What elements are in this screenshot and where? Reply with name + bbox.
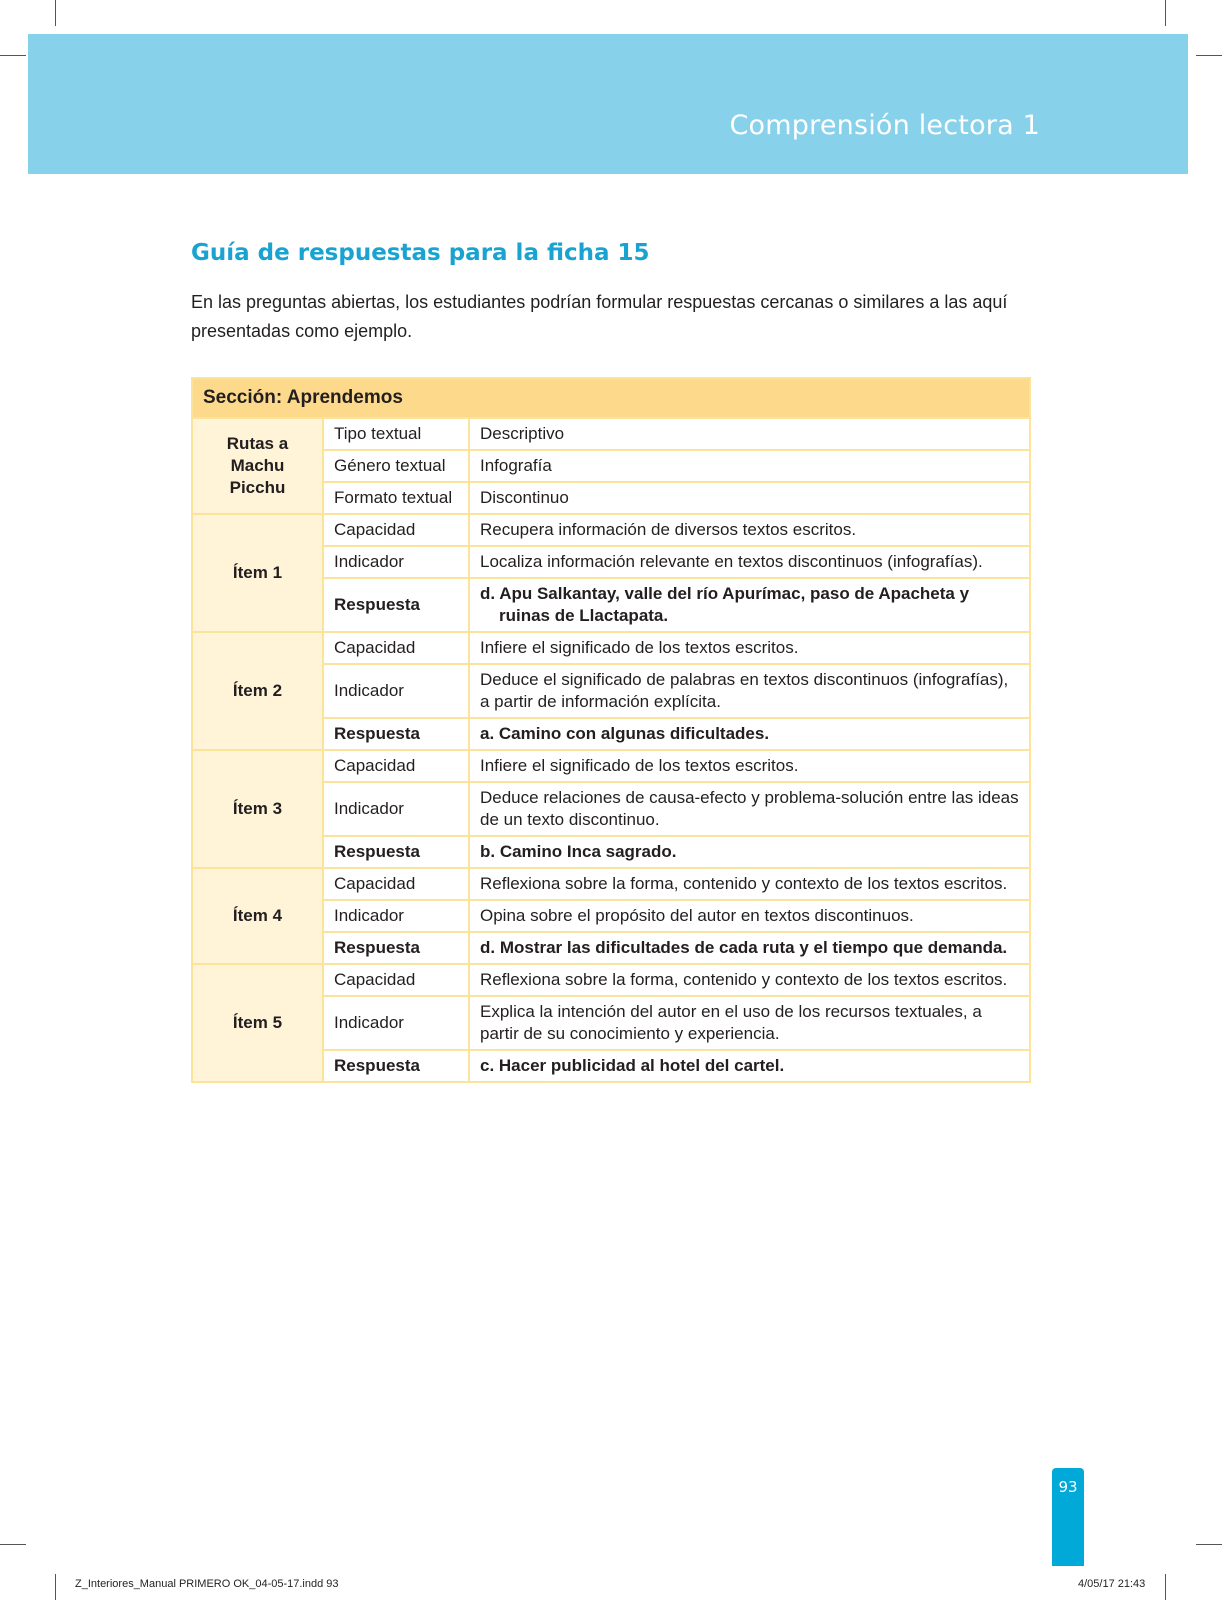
header-band [28,34,1188,174]
crop-mark [1196,55,1222,56]
row-label: Respuesta [323,1050,469,1082]
page-number: 93 [1058,1478,1078,1496]
group-cell-item-2: Ítem 2 [192,632,323,750]
page-title: Guía de respuestas para la ficha 15 [191,240,650,266]
table-row [192,868,1030,900]
crop-mark [0,1544,26,1545]
row-value: Discontinuo [469,482,1030,514]
section-header: Sección: Aprendemos [192,378,1030,418]
respuesta-value: d. Apu Salkantay, valle del río Apurímac, paso de Apacheta y ruinas de Llactapata. [469,578,1030,632]
row-label: Indicador [323,996,469,1050]
group-cell-item-5: Ítem 5 [192,964,323,1082]
row-label: Respuesta [323,932,469,964]
footer-date: 4/05/17 21:43 [1078,1578,1146,1590]
row-label: Capacidad [323,868,469,900]
footer-file-name: Z_Interiores_Manual PRIMERO OK_04-05-17.indd 93 [75,1578,339,1590]
group-cell-item-4: Ítem 4 [192,868,323,964]
row-label: Indicador [323,782,469,836]
respuesta-value: d. Mostrar las dificultades de cada ruta y el tiempo que demanda. [469,932,1030,964]
table-row [192,514,1030,546]
group-cell-text-info: Rutas a Machu Picchu [192,418,323,514]
crop-mark [1196,1544,1222,1545]
row-label: Respuesta [323,718,469,750]
crop-mark [1165,0,1166,26]
indicador-value: Localiza información relevante en textos discontinuos (infografías). [469,546,1030,578]
row-label: Capacidad [323,514,469,546]
capacidad-value: Infiere el significado de los textos escritos. [469,632,1030,664]
indicador-value: Explica la intención del autor en el uso de los recursos textuales, a partir de su conocimiento y experiencia. [469,996,1030,1050]
row-label: Indicador [323,900,469,932]
group-cell-item-3: Ítem 3 [192,750,323,868]
section-header-row [192,378,1030,418]
crop-mark [1165,1574,1166,1600]
row-label: Formato textual [323,482,469,514]
crop-mark [55,0,56,26]
indicador-value: Deduce el significado de palabras en textos discontinuos (infografías), a partir de información explícita. [469,664,1030,718]
respuesta-value: c. Hacer publicidad al hotel del cartel. [469,1050,1030,1082]
capacidad-value: Reflexiona sobre la forma, contenido y contexto de los textos escritos. [469,964,1030,996]
row-label: Respuesta [323,836,469,868]
group-cell-item-1: Ítem 1 [192,514,323,632]
table-row [192,750,1030,782]
row-label: Indicador [323,546,469,578]
row-value: Infografía [469,450,1030,482]
row-label: Tipo textual [323,418,469,450]
row-label: Indicador [323,664,469,718]
row-value: Descriptivo [469,418,1030,450]
crop-mark [55,1574,56,1600]
row-label: Capacidad [323,750,469,782]
table-row [192,964,1030,996]
indicador-value: Deduce relaciones de causa-efecto y problema-solución entre las ideas de un texto discontinuo. [469,782,1030,836]
table-row [192,632,1030,664]
respuesta-value: b. Camino Inca sagrado. [469,836,1030,868]
header-title: Comprensión lectora 1 [729,110,1040,141]
crop-mark [0,55,26,56]
capacidad-value: Infiere el significado de los textos escritos. [469,750,1030,782]
intro-paragraph: En las preguntas abiertas, los estudiantes podrían formular respuestas cercanas o similares a las aquí presentadas como ejemplo. [191,292,1008,341]
capacidad-value: Reflexiona sobre la forma, contenido y contexto de los textos escritos. [469,868,1030,900]
answer-guide-table [191,377,1031,1083]
table-row [192,418,1030,450]
capacidad-value: Recupera información de diversos textos escritos. [469,514,1030,546]
row-label: Capacidad [323,632,469,664]
row-label: Género textual [323,450,469,482]
row-label: Respuesta [323,578,469,632]
indicador-value: Opina sobre el propósito del autor en textos discontinuos. [469,900,1030,932]
respuesta-value: a. Camino con algunas dificultades. [469,718,1030,750]
row-label: Capacidad [323,964,469,996]
